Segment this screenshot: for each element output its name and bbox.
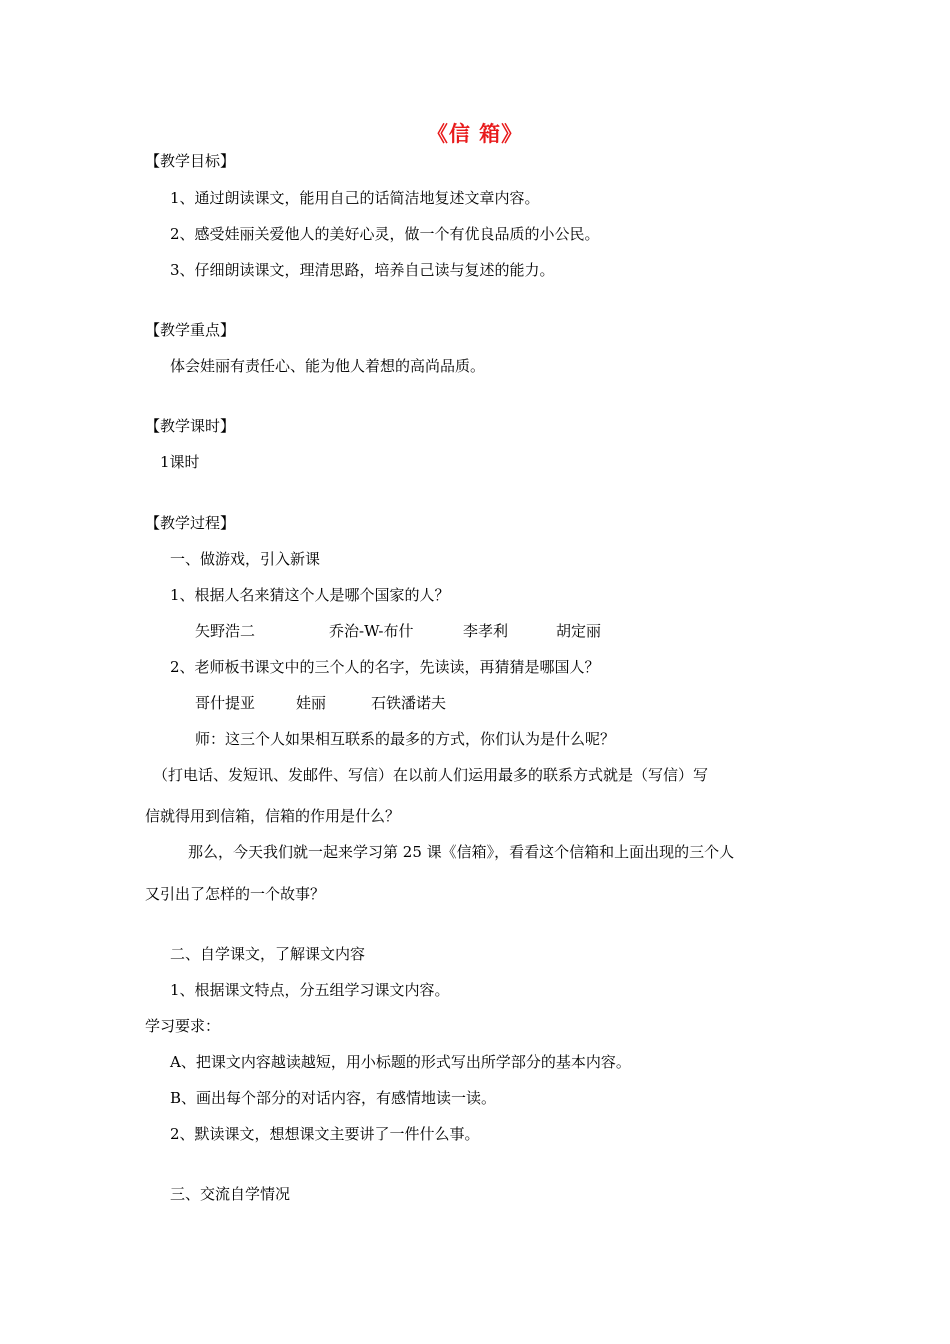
- paragraph-1-line-2: 信就得用到信箱，信箱的作用是什么？: [145, 807, 401, 825]
- hours-text: 1课时: [160, 453, 200, 471]
- name-item: 矢野浩二: [195, 622, 256, 640]
- part1-question-1: 1、根据人名来猜这个人是哪个国家的人？: [170, 586, 450, 604]
- part2-item-1: 1、根据课文特点，分五组学习课文内容。: [170, 981, 450, 999]
- process-heading: 【教学过程】: [145, 514, 236, 532]
- requirement-b: B、画出每个部分的对话内容，有感情地读一读。: [170, 1089, 497, 1107]
- part2-title: 二、自学课文，了解课文内容: [170, 945, 366, 963]
- name-item: 胡定丽: [556, 622, 602, 640]
- name-item: 石铁潘诺夫: [371, 694, 447, 712]
- part1-question-2: 2、老师板书课文中的三个人的名字，先读读，再猜猜是哪国人？: [170, 658, 600, 676]
- name-item: 乔治-W-布什: [329, 622, 414, 640]
- goal-item-2: 2、感受娃丽关爱他人的美好心灵，做一个有优良品质的小公民。: [170, 225, 600, 243]
- goal-item-1: 1、通过朗读课文，能用自己的话简洁地复述文章内容。: [170, 189, 540, 207]
- goal-item-3: 3、仔细朗读课文，理清思路，培养自己读与复述的能力。: [170, 261, 555, 279]
- paragraph-2-line-2: 又引出了怎样的一个故事？: [145, 885, 326, 903]
- key-text: 体会娃丽有责任心、能为他人着想的高尚品质。: [170, 357, 486, 375]
- part2-item-2: 2、默读课文，想想课文主要讲了一件什么事。: [170, 1125, 480, 1143]
- teacher-line: 师：这三个人如果相互联系的最多的方式，你们认为是什么呢？: [195, 730, 616, 748]
- hours-heading: 【教学课时】: [145, 417, 236, 435]
- paragraph-1-line-1: （打电话、发短讯、发邮件、写信）在以前人们运用最多的联系方式就是（写信）写: [153, 766, 709, 784]
- name-item: 哥什提亚: [195, 694, 256, 712]
- goals-heading: 【教学目标】: [145, 152, 236, 170]
- requirement-a: A、把课文内容越读越短，用小标题的形式写出所学部分的基本内容。: [170, 1053, 631, 1071]
- requirements-label: 学习要求：: [145, 1017, 221, 1035]
- paragraph-2-line-1: 那么，今天我们就一起来学习第 25 课《信箱》，看看这个信箱和上面出现的三个人: [188, 843, 735, 861]
- name-item: 李孝利: [463, 622, 509, 640]
- part3-title: 三、交流自学情况: [170, 1185, 291, 1203]
- part1-title: 一、做游戏，引入新课: [170, 550, 321, 568]
- key-heading: 【教学重点】: [145, 321, 236, 339]
- name-item: 娃丽: [296, 694, 327, 712]
- document-title: 《信 箱》: [426, 121, 524, 146]
